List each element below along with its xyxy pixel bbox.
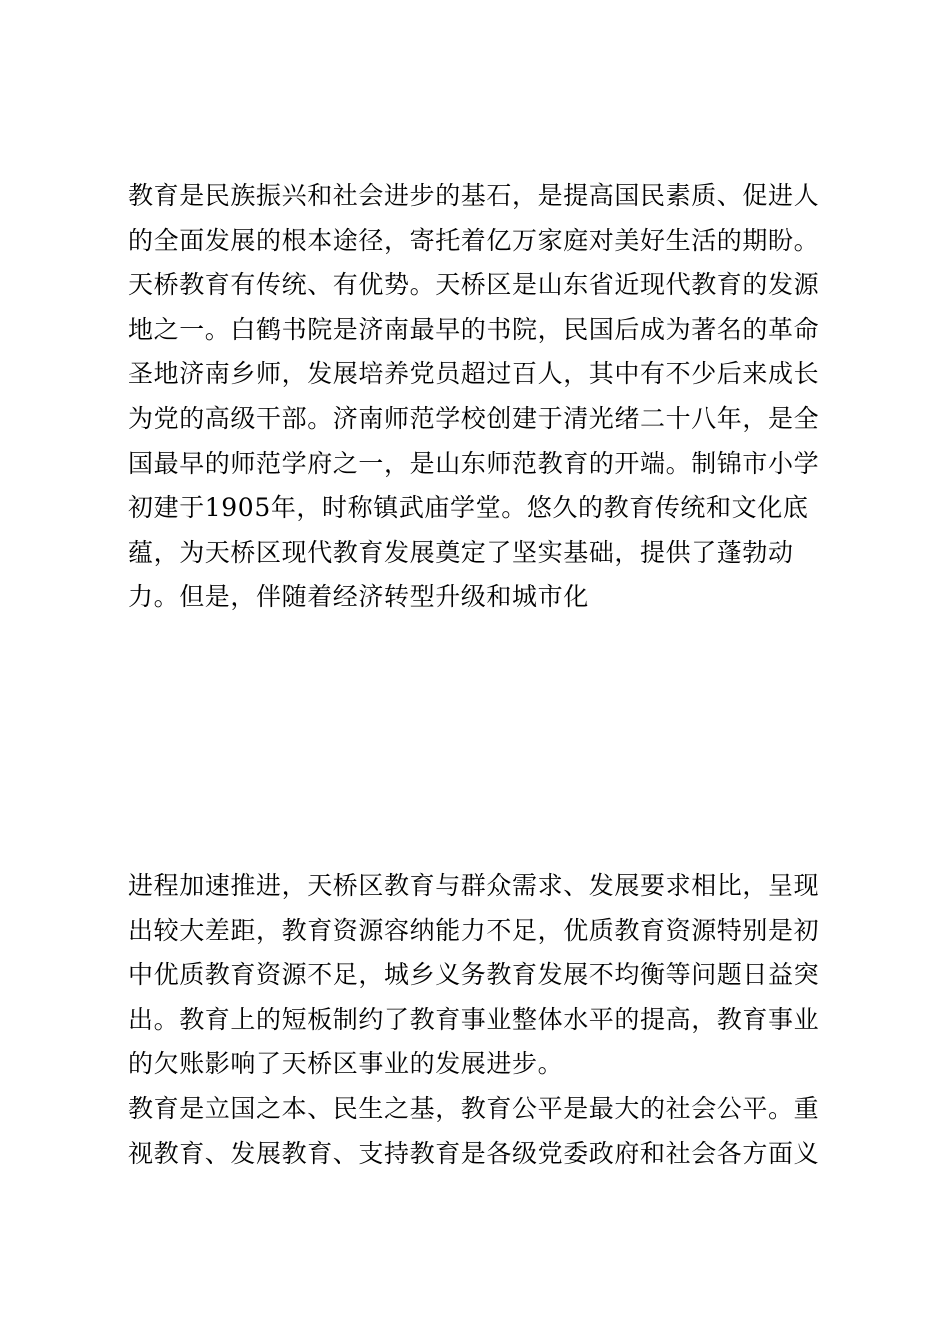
text-line: 进程加速推进，天桥区教育与群众需求、发展要求相比，呈现 [128,871,820,900]
text-line: 的欠账影响了天桥区事业的发展进步。 [128,1049,564,1079]
text-line: 教育是立国之本、民生之基，教育公平是最大的社会公平。重 [128,1093,820,1123]
text-block-lower [128,864,828,1176]
text-line: 为党的高级干部。济南师范学校创建于清光绪二十八年，是全 [128,403,820,433]
text-line: 教育是民族振兴和社会进步的基石，是提高国民素质、促进人 [128,181,820,210]
text-line: 出。教育上的短板制约了教育事业整体水平的提高，教育事业 [128,1004,820,1034]
text-line: 视教育、发展教育、支持教育是各级党委政府和社会各方面义 [128,1138,820,1168]
text-line: 中优质教育资源不足，城乡义务教育发展不均衡等问题日益突 [128,960,820,990]
text-line: 的全面发展的根本途径，寄托着亿万家庭对美好生活的期盼。 [128,225,820,255]
text-line: 初建于1905年，时称镇武庙学堂。悠久的教育传统和文化底 [128,493,809,523]
text-line: 地之一。白鹤书院是济南最早的书院，民国后成为著名的革命 [128,314,820,344]
text-line: 力。但是，伴随着经济转型升级和城市化 [128,582,589,612]
text-line: 出较大差距，教育资源容纳能力不足，优质教育资源特别是初 [128,915,820,945]
text-line: 蕴，为天桥区现代教育发展奠定了坚实基础，提供了蓬勃动 [128,537,794,567]
text-line: 国最早的师范学府之一，是山东师范教育的开端。制锦市小学 [128,448,820,478]
text-line: 圣地济南乡师，发展培养党员超过百人，其中有不少后来成长 [128,359,820,389]
text-block-upper [128,174,828,620]
text-line: 天桥教育有传统、有优势。天桥区是山东省近现代教育的发源 [128,270,820,300]
